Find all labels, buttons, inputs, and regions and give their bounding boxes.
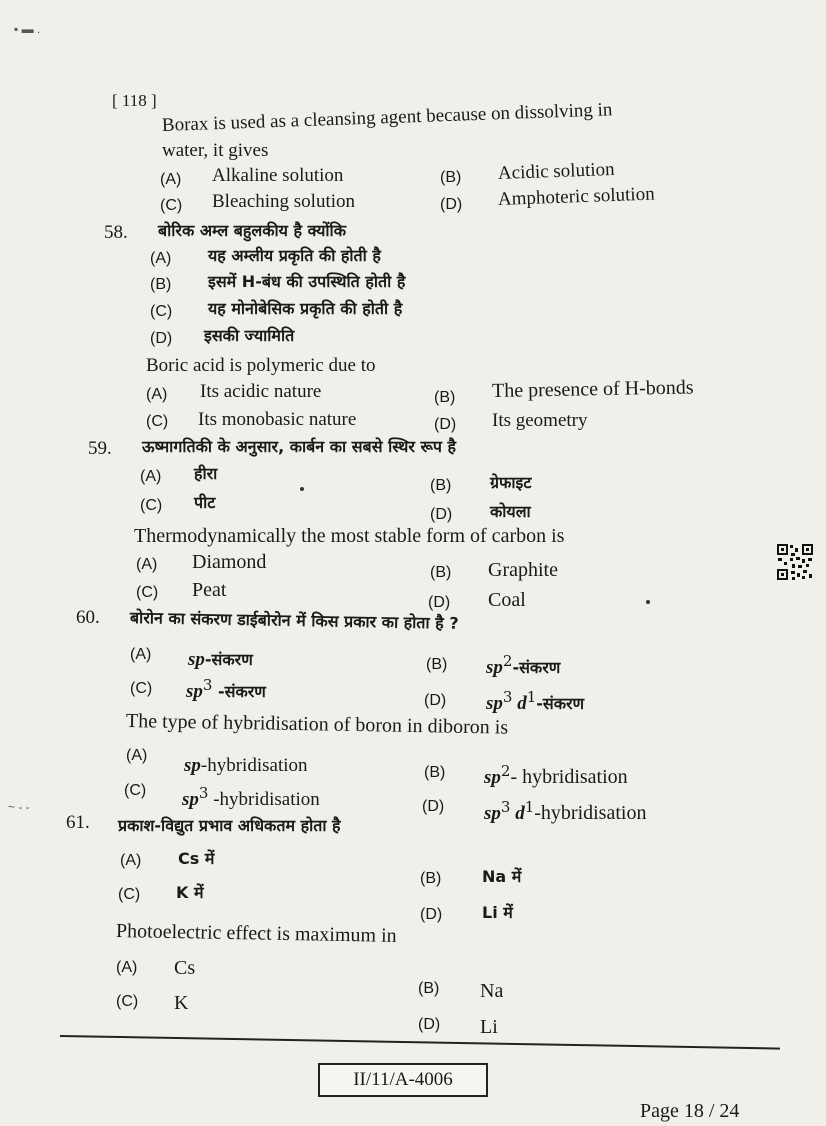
q60-en-b-label: (B) xyxy=(424,764,446,781)
q61-hindi-stem: प्रकाश-विद्युत प्रभाव अधिकतम होता है xyxy=(118,816,341,835)
q59-english-stem: Thermodynamically the most stable form of carbon is xyxy=(134,525,565,547)
q59-en-a-label: (A) xyxy=(136,556,158,573)
q58-number: 58. xyxy=(104,222,128,243)
q60-hi-b: $sp^2-संकरण$ xyxy=(486,652,561,678)
q60-number: 60. xyxy=(76,607,100,628)
q59-hi-c: पीट xyxy=(194,493,216,512)
q57-stem-line1: Borax is used as a cleansing agent because on dissolving in xyxy=(161,99,613,136)
q58-hi-b: इसमें H-बंध की उपस्थिति होती है xyxy=(208,272,406,291)
q58-en-a-label: (A) xyxy=(146,386,168,403)
q57-option-c-label: (C) xyxy=(160,197,183,214)
q58-en-d: Its geometry xyxy=(492,410,588,431)
q61-hi-b-label: (B) xyxy=(420,870,442,887)
q61-hi-a-label: (A) xyxy=(120,852,142,869)
q60-english-stem: The type of hybridisation of boron in diboron is xyxy=(125,710,509,739)
page-number: Page 18 / 24 xyxy=(640,1100,740,1122)
q58-en-a: Its acidic nature xyxy=(200,381,322,402)
q61-en-a-label: (A) xyxy=(116,959,138,976)
q57-option-d: Amphoteric solution xyxy=(497,183,655,210)
q58-en-b-label: (B) xyxy=(434,389,456,406)
page-marker: [ 118 ] xyxy=(112,91,157,110)
scan-speck xyxy=(300,487,304,491)
q61-hi-d-label: (D) xyxy=(420,906,443,923)
q59-hi-d-label: (D) xyxy=(430,506,453,523)
q61-en-d: Li xyxy=(480,1016,498,1038)
q59-en-c-label: (C) xyxy=(136,584,159,601)
q58-hi-c: यह मोनोबेसिक प्रकृति की होती है xyxy=(208,299,403,318)
q59-hi-c-label: (C) xyxy=(140,497,163,514)
q60-hindi-stem: बोरोन का संकरण डाईबोरोन में किस प्रकार का होता है ? xyxy=(129,608,459,633)
q57-stem-line2: water, it gives xyxy=(162,140,269,161)
q59-hi-a-label: (A) xyxy=(140,468,162,485)
q60-en-a: sp-hybridisation xyxy=(184,755,308,776)
q61-en-a: Cs xyxy=(174,957,196,979)
q58-english-stem: Boric acid is polymeric due to xyxy=(146,355,376,376)
q60-en-d-label: (D) xyxy=(422,798,445,815)
q59-number: 59. xyxy=(88,438,112,459)
q59-hi-b: ग्रेफाइट xyxy=(490,473,532,492)
q58-en-c: Its monobasic nature xyxy=(198,409,357,430)
q60-hi-d-label: (D) xyxy=(424,692,447,709)
q59-en-d-label: (D) xyxy=(428,594,451,611)
q60-en-d: $sp^3$ $d^1$-hybridisation xyxy=(484,798,647,824)
q58-hi-a: यह अम्लीय प्रकृति की होती है xyxy=(208,246,381,265)
q60-hi-c-label: (C) xyxy=(130,680,153,697)
q59-en-b-label: (B) xyxy=(430,564,452,581)
q60-hi-d: $sp^3$ $d^1-संकरण$ xyxy=(486,688,585,714)
scan-mark: ▪ ▬ . xyxy=(14,22,41,36)
q61-hi-c-label: (C) xyxy=(118,886,141,903)
q61-hi-a: Cs में xyxy=(178,849,215,868)
q58-hi-c-label: (C) xyxy=(150,303,173,320)
q61-hi-c: K में xyxy=(176,883,204,902)
q61-en-b-label: (B) xyxy=(418,980,440,997)
q57-option-a-label: (A) xyxy=(160,171,182,188)
q61-number: 61. xyxy=(66,812,90,833)
scan-mark: ~ - - xyxy=(8,800,30,814)
paper-code: II/11/A-4006 xyxy=(318,1063,488,1097)
q58-hi-d: इसकी ज्यामिति xyxy=(204,326,295,345)
q60-en-c: $sp^3$ -hybridisation xyxy=(182,784,320,810)
q58-en-d-label: (D) xyxy=(434,416,457,433)
q58-hi-b-label: (B) xyxy=(150,276,172,293)
q59-en-b: Graphite xyxy=(488,559,558,581)
q58-en-c-label: (C) xyxy=(146,413,169,430)
q57-option-b-label: (B) xyxy=(440,169,462,186)
q57-option-b: Acidic solution xyxy=(497,158,615,184)
q61-hi-d: Li में xyxy=(482,903,513,922)
q59-en-c: Peat xyxy=(192,579,227,601)
q58-hi-d-label: (D) xyxy=(150,330,173,347)
q61-english-stem: Photoelectric effect is maximum in xyxy=(115,920,397,947)
q61-en-d-label: (D) xyxy=(418,1016,441,1033)
q60-hi-a: sp-संकरण xyxy=(188,649,253,670)
q61-en-b: Na xyxy=(480,980,504,1002)
q59-hi-a: हीरा xyxy=(194,464,218,483)
q60-en-c-label: (C) xyxy=(124,782,147,799)
q60-hi-c: $sp^3$ -संकरण xyxy=(186,676,266,702)
q58-en-b: The presence of H-bonds xyxy=(491,376,694,402)
q60-en-a-label: (A) xyxy=(126,747,148,764)
q61-en-c-label: (C) xyxy=(116,993,139,1010)
qr-code-icon xyxy=(776,543,814,581)
q59-hindi-stem: ऊष्मागतिकी के अनुसार, कार्बन का सबसे स्थिर रूप है xyxy=(142,437,457,456)
q57-option-c: Bleaching solution xyxy=(212,191,356,212)
q61-en-c: K xyxy=(174,992,189,1014)
q58-hindi-stem: बोरिक अम्ल बहुलकीय है क्योंकि xyxy=(158,221,346,240)
q57-option-d-label: (D) xyxy=(440,196,463,213)
q59-hi-d: कोयला xyxy=(490,502,531,521)
q60-en-b: $sp^2-$ hybridisation xyxy=(484,762,628,788)
scan-speck xyxy=(646,600,650,604)
q59-en-a: Diamond xyxy=(192,551,267,573)
q59-en-d: Coal xyxy=(488,589,526,611)
q59-hi-b-label: (B) xyxy=(430,477,452,494)
q60-hi-b-label: (B) xyxy=(426,656,448,673)
q60-hi-a-label: (A) xyxy=(130,646,152,663)
q58-hi-a-label: (A) xyxy=(150,250,172,267)
footer-divider xyxy=(60,1035,780,1050)
q57-option-a: Alkaline solution xyxy=(212,165,344,186)
q61-hi-b: Na में xyxy=(482,867,522,886)
